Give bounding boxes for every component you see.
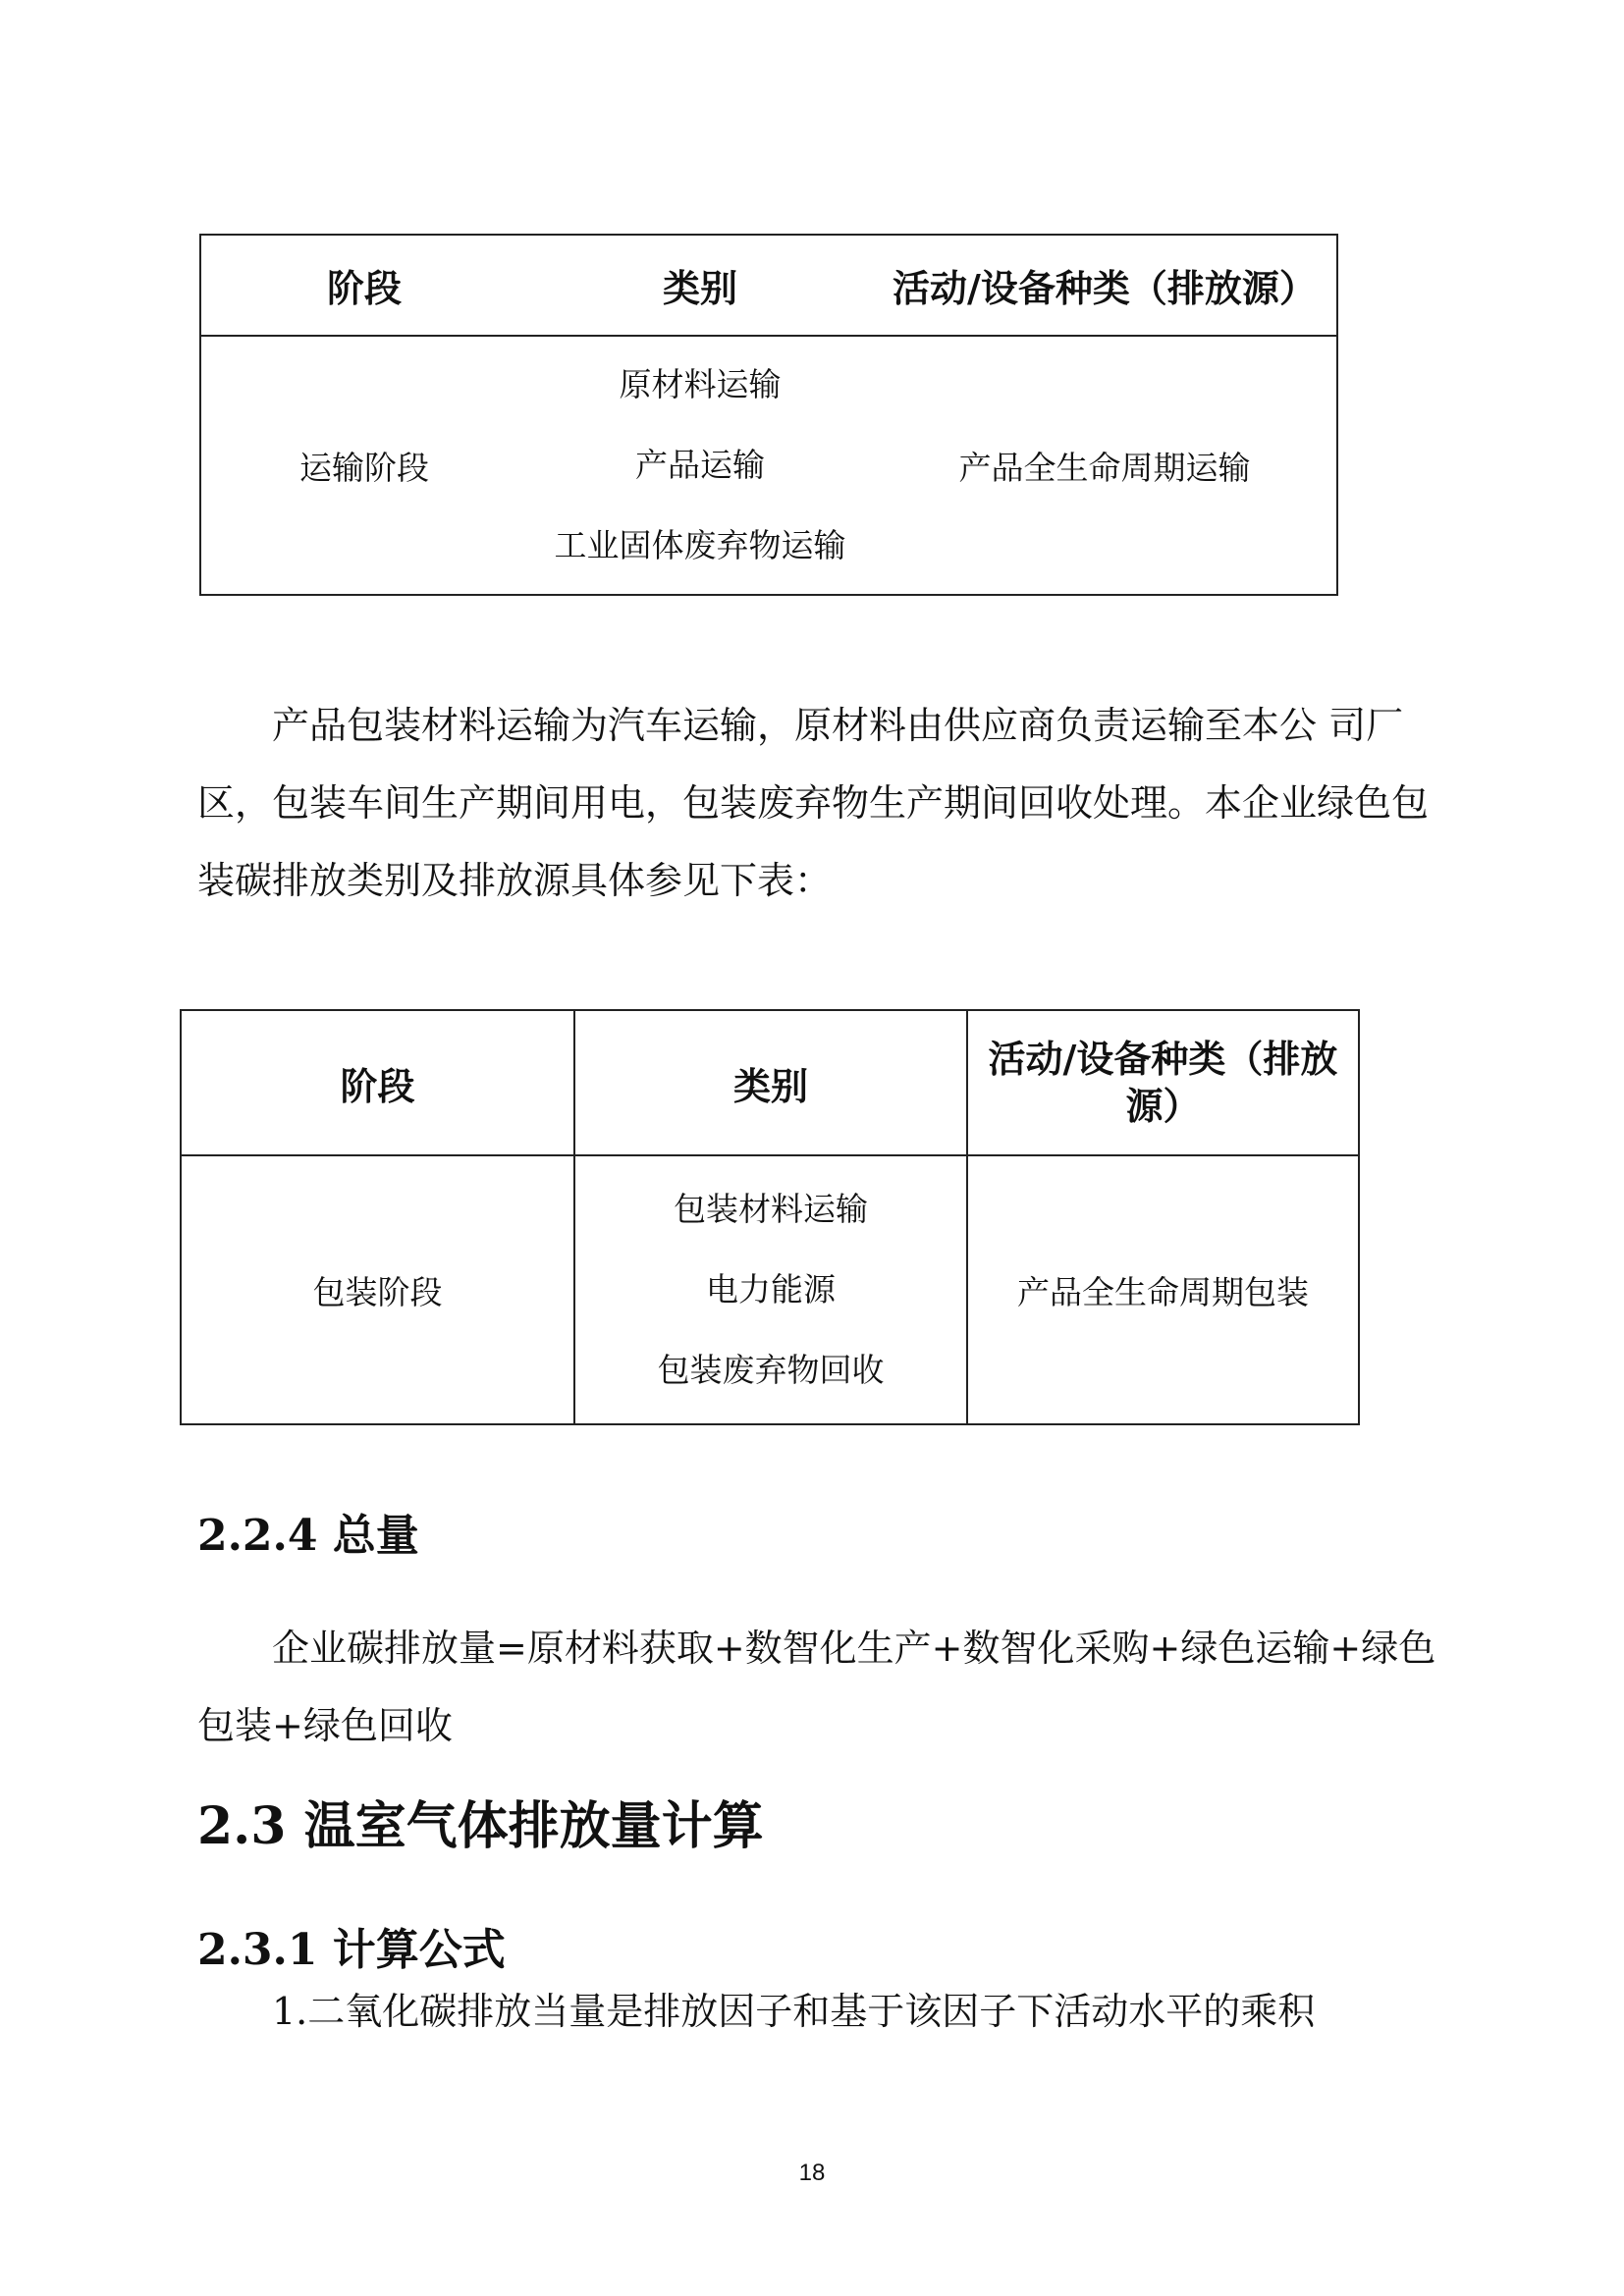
table-header-cell: 阶段: [326, 267, 402, 310]
category-item: 原材料运输: [619, 365, 782, 403]
table-transport-stage: [199, 234, 1338, 596]
section-heading-2-3-1: 2.3.1 计算公式: [197, 1925, 506, 1975]
page-number: 18: [798, 2160, 826, 2186]
table-cell-source: 产品全生命周期运输: [958, 448, 1251, 487]
category-item: 电力能源: [706, 1270, 836, 1308]
table-header-cell: 类别: [662, 267, 737, 310]
table-cell-source: 产品全生命周期包装: [1017, 1272, 1309, 1311]
table-cell-stage: 运输阶段: [299, 448, 429, 487]
table-header-cell: 活动/设备种类（排放源）: [988, 1038, 1338, 1128]
category-item: 包装废弃物回收: [657, 1351, 885, 1389]
table-packaging-stage: [180, 1009, 1360, 1425]
body-paragraph: 产品包装材料运输为汽车运输，原材料由供应商负责运输至本公 司厂区，包装车间生产期间用电，包装废弃物生产期间回收处理。本企业绿色包装碳排放类别及排放源具体参见下表：: [197, 704, 1430, 902]
body-paragraph: 企业碳排放量=原材料获取+数智化生产+数智化采购+绿色运输+绿色包装+绿色回收: [197, 1627, 1436, 1747]
table-header-cell: 阶段: [340, 1064, 415, 1108]
category-item: 工业固体废弃物运输: [554, 526, 846, 564]
table-header-cell: 类别: [732, 1064, 808, 1108]
section-heading-2-3: 2.3 温室气体排放量计算: [197, 1796, 764, 1856]
table-header-cell: 活动/设备种类（排放源）: [893, 267, 1317, 310]
table-cell-categories: [527, 337, 873, 594]
table-cell-categories: [575, 1156, 966, 1423]
table-cell-stage: 包装阶段: [312, 1272, 443, 1311]
body-paragraph: 1.二氧化碳排放当量是排放因子和基于该因子下活动水平的乘积: [272, 1990, 1316, 2033]
section-heading-2-2-4: 2.2.4 总量: [197, 1511, 419, 1561]
category-item: 产品运输: [635, 446, 765, 484]
category-item: 包装材料运输: [674, 1190, 868, 1228]
